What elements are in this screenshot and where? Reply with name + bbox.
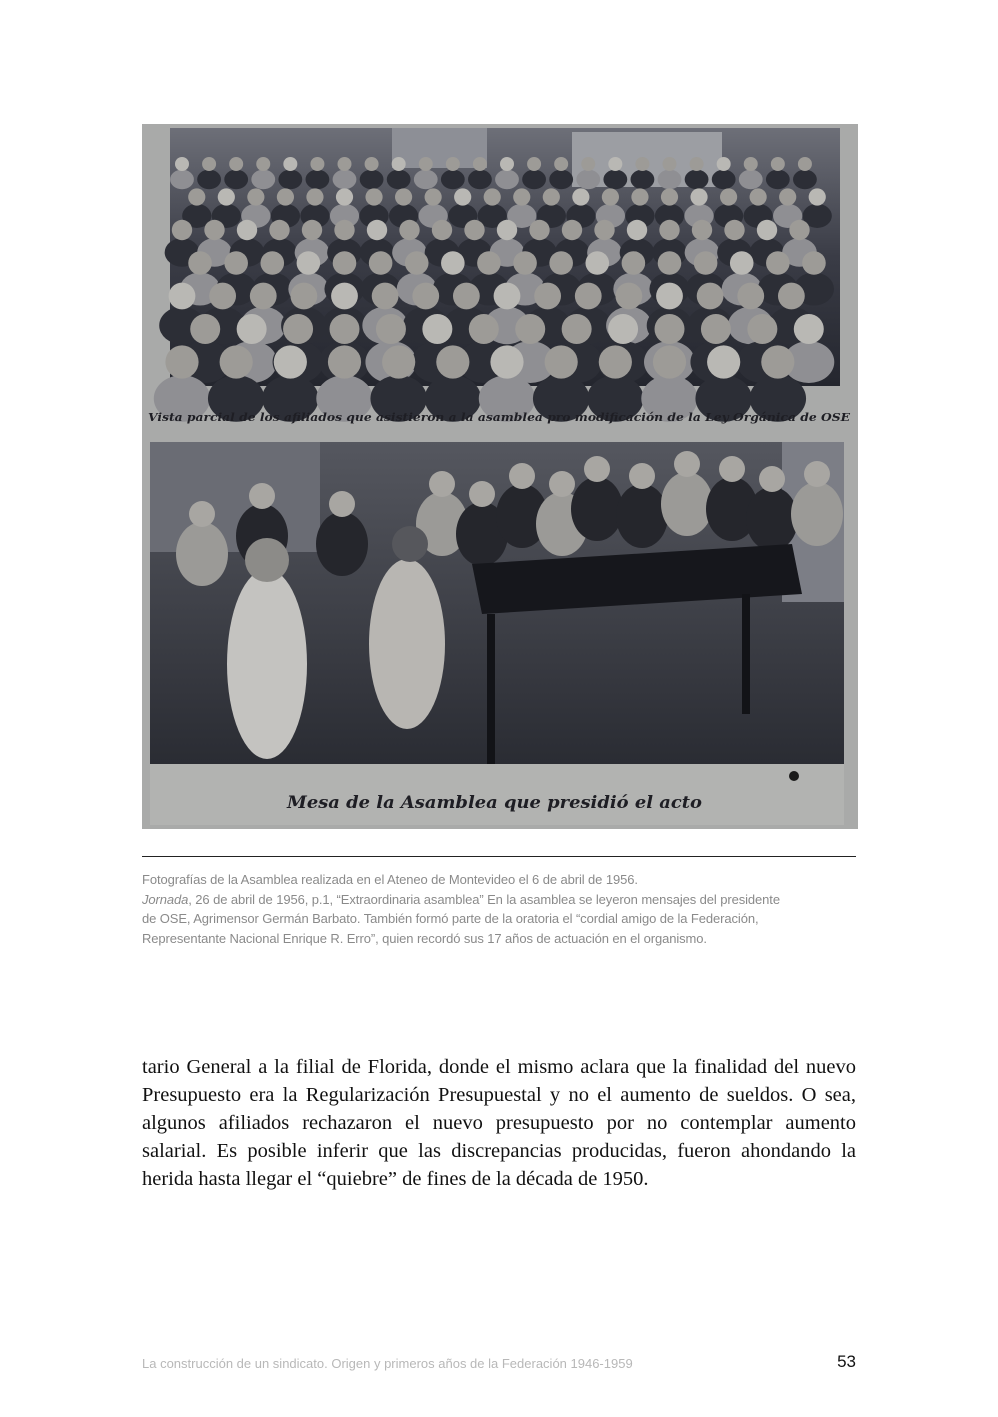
caption-line-4: Representante Nacional Enrique R. Erro”, quien recordó sus 17 años de actuación en el organismo. (142, 930, 707, 946)
top-photo-caption: Vista parcial de los afiliados que asistieron a la asamblea pro modificación de la Ley Orgánica de OSE (148, 410, 851, 424)
figure-caption (142, 870, 862, 948)
caption-line-1: Fotografías de la Asamblea realizada en el Ateneo de Montevideo el 6 de abril de 1956. (142, 872, 638, 887)
body-line: algunos afiliados rechazaron el nuevo presupuesto por no contemplar aumento (142, 1112, 856, 1134)
body-paragraph (142, 1053, 856, 1193)
bottom-photo-assembly-table (150, 442, 844, 825)
body-line: tario General a la filial de Florida, donde el mismo aclara que la finalidad del nuevo (142, 1056, 856, 1078)
caption-divider (142, 856, 856, 857)
body-line: herida hasta llegar el “quiebre” de fines de la década de 1950. (142, 1168, 649, 1190)
top-photo-audience (154, 128, 840, 422)
body-line: salarial. Es posible inferir que las discrepancias producidas, fueron ahondando la (142, 1140, 856, 1162)
bottom-photo-caption: Mesa de la Asamblea que presidió el acto (285, 793, 702, 813)
caption-line-2: Jornada, 26 de abril de 1956, p.1, “Extraordinaria asamblea” En la asamblea se leyeron mensajes del presidente (142, 891, 780, 907)
caption-line-3: de OSE, Agrimensor Germán Barbato. También formó parte de la oratoria el “cordial amigo de la Federación, (142, 911, 759, 926)
page-number: 53 (837, 1352, 856, 1371)
newspaper-clipping-photo (142, 124, 858, 829)
body-line: Presupuesto era la Regularización Presupuestal y no el aumento de sueldos. O sea, (142, 1084, 856, 1106)
running-footer-title: La construcción de un sindicato. Origen y primeros años de la Federación 1946-1959 (142, 1356, 633, 1371)
caption-publication: Jornada (142, 891, 189, 907)
